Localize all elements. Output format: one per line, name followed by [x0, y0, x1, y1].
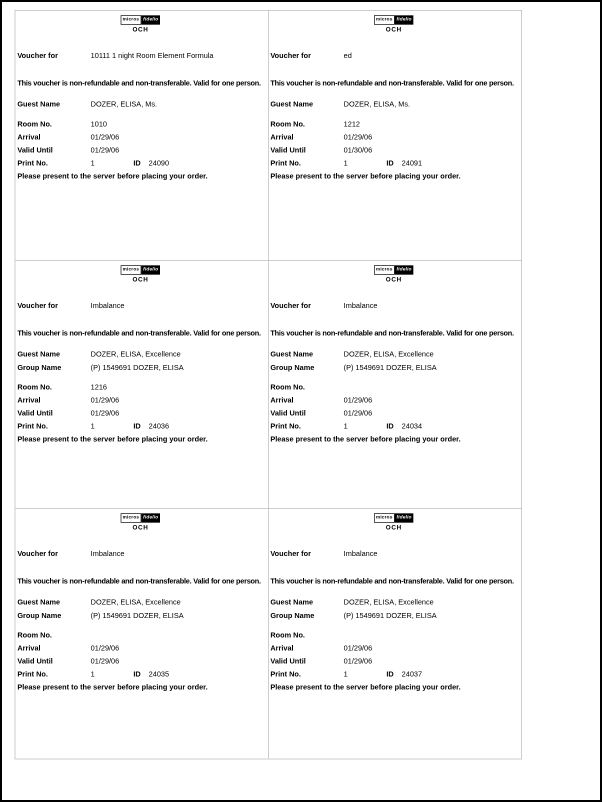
arrival-label: Arrival	[17, 396, 41, 405]
valid-until-row	[17, 655, 263, 668]
print-no-label: Print No.	[17, 422, 48, 431]
voucher-for-row	[17, 548, 263, 561]
guest-name-value: DOZER, ELISA, Excellence	[90, 598, 181, 607]
micros-logo-text: micros	[121, 15, 142, 24]
print-no-label: Print No.	[17, 159, 48, 168]
valid-until-label: Valid Until	[17, 657, 53, 666]
room-no-label: Room No.	[17, 631, 52, 640]
micros-logo-text: micros	[374, 15, 395, 24]
valid-until-label: Valid Until	[17, 409, 53, 418]
print-no-value: 1	[343, 422, 348, 431]
group-name-label: Group Name	[17, 611, 62, 620]
voucher-card	[268, 11, 521, 261]
present-to-server-text: Please present to the server before placing your order.	[17, 435, 208, 444]
guest-name-label: Guest Name	[17, 100, 61, 109]
print-no-value: 1	[90, 422, 95, 431]
terms-text: This voucher is non-refundable and non-transferable. Valid for one person.	[270, 329, 514, 338]
id-label: ID	[386, 159, 394, 168]
group-name-row	[17, 362, 263, 375]
room-no-label: Room No.	[270, 120, 305, 129]
voucher-card	[268, 261, 521, 509]
micros-fidelio-logo	[374, 15, 414, 24]
room-no-label: Room No.	[17, 120, 52, 129]
room-no-row	[17, 118, 263, 131]
voucher-for-label: Voucher for	[270, 52, 311, 61]
group-name-row	[270, 610, 517, 623]
arrival-row	[17, 642, 263, 655]
print-no-label: Print No.	[270, 670, 301, 679]
arrival-value: 01/29/06	[90, 644, 120, 653]
guest-name-value: DOZER, ELISA, Excellence	[343, 598, 434, 607]
print-no-label: Print No.	[270, 159, 301, 168]
arrival-value: 01/29/06	[90, 396, 120, 405]
print-no-row	[17, 157, 263, 170]
guest-name-value: DOZER, ELISA, Ms.	[90, 100, 158, 109]
arrival-label: Arrival	[270, 644, 294, 653]
guest-name-label: Guest Name	[270, 100, 314, 109]
voucher-card	[268, 509, 521, 759]
room-no-label: Room No.	[270, 631, 305, 640]
stay-details	[17, 629, 263, 694]
voucher-for-label: Voucher for	[270, 550, 311, 559]
micros-fidelio-logo	[374, 265, 414, 274]
guest-name-row	[270, 99, 517, 112]
voucher-for-label: Voucher for	[17, 550, 58, 559]
id-value: 24091	[401, 159, 423, 168]
id-value: 24036	[148, 422, 170, 431]
terms-text: This voucher is non-refundable and non-transferable. Valid for one person.	[17, 79, 261, 88]
arrival-label: Arrival	[270, 133, 294, 142]
valid-until-row	[17, 144, 263, 157]
voucher-for-label: Voucher for	[270, 302, 311, 311]
voucher-grid	[15, 10, 522, 759]
arrival-label: Arrival	[17, 644, 41, 653]
property-code: OCH	[132, 524, 149, 532]
print-no-value: 1	[343, 670, 348, 679]
property-code: OCH	[385, 524, 402, 532]
valid-until-row	[17, 407, 263, 420]
voucher-for-value: Imbalance	[90, 550, 125, 559]
micros-logo-text: micros	[121, 513, 142, 522]
valid-until-row	[270, 407, 517, 420]
fidelio-logo-text: fidelio	[141, 513, 160, 522]
valid-until-value: 01/29/06	[90, 146, 120, 155]
guest-name-label: Guest Name	[270, 350, 314, 359]
guest-name-value: DOZER, ELISA, Excellence	[90, 350, 181, 359]
present-to-server-text: Please present to the server before placing your order.	[17, 683, 208, 692]
arrival-row	[270, 642, 517, 655]
guest-name-row	[17, 99, 263, 112]
group-name-label: Group Name	[17, 363, 62, 372]
print-no-label: Print No.	[270, 422, 301, 431]
voucher-for-label: Voucher for	[17, 52, 58, 61]
voucher-card	[15, 11, 268, 261]
guest-name-label: Guest Name	[17, 350, 61, 359]
valid-until-label: Valid Until	[270, 657, 306, 666]
print-no-row	[270, 420, 517, 433]
id-value: 24037	[401, 670, 423, 679]
print-no-value: 1	[90, 670, 95, 679]
voucher-for-row	[17, 50, 263, 63]
terms-text: This voucher is non-refundable and non-transferable. Valid for one person.	[17, 329, 261, 338]
arrival-row	[17, 394, 263, 407]
room-no-row	[17, 629, 263, 642]
micros-fidelio-logo	[121, 265, 161, 274]
voucher-for-row	[17, 300, 263, 313]
brand-logo	[270, 265, 517, 274]
arrival-row	[17, 131, 263, 144]
print-no-row	[17, 420, 263, 433]
brand-logo	[17, 15, 263, 24]
guest-name-row	[17, 349, 263, 362]
voucher-for-value: ed	[343, 52, 352, 61]
voucher-for-row	[270, 50, 517, 63]
print-no-row	[17, 668, 263, 681]
id-label: ID	[133, 159, 141, 168]
voucher-for-value: Imbalance	[343, 302, 378, 311]
voucher-for-label: Voucher for	[17, 302, 58, 311]
present-to-server-text: Please present to the server before placing your order.	[270, 435, 461, 444]
stay-details	[270, 381, 517, 446]
id-label: ID	[133, 422, 141, 431]
valid-until-value: 01/29/06	[90, 409, 120, 418]
arrival-value: 01/29/06	[343, 644, 373, 653]
room-no-row	[270, 118, 517, 131]
present-to-server-text: Please present to the server before placing your order.	[270, 683, 461, 692]
fidelio-logo-text: fidelio	[141, 15, 160, 24]
voucher-card	[15, 509, 268, 759]
room-no-row	[270, 629, 517, 642]
micros-fidelio-logo	[121, 15, 161, 24]
brand-logo	[17, 265, 263, 274]
room-no-value: 1010	[90, 120, 107, 129]
room-no-label: Room No.	[270, 383, 305, 392]
stay-details	[270, 629, 517, 694]
property-code: OCH	[385, 276, 402, 284]
property-code: OCH	[385, 26, 402, 34]
voucher-card	[15, 261, 268, 509]
stay-details	[17, 381, 263, 446]
print-no-value: 1	[90, 159, 95, 168]
guest-name-row	[270, 349, 517, 362]
present-to-server-text: Please present to the server before placing your order.	[17, 172, 208, 181]
brand-logo	[270, 513, 517, 522]
group-name-row	[17, 610, 263, 623]
id-label: ID	[133, 670, 141, 679]
brand-logo	[270, 15, 517, 24]
voucher-for-row	[270, 300, 517, 313]
arrival-value: 01/29/06	[343, 133, 373, 142]
fidelio-logo-text: fidelio	[395, 513, 414, 522]
micros-fidelio-logo	[121, 513, 161, 522]
print-no-row	[270, 668, 517, 681]
print-no-value: 1	[343, 159, 348, 168]
room-no-value: 1216	[90, 383, 107, 392]
guest-name-label: Guest Name	[270, 598, 314, 607]
arrival-label: Arrival	[270, 396, 294, 405]
group-name-value: (P) 1549691 DOZER, ELISA	[90, 363, 184, 372]
voucher-for-row	[270, 548, 517, 561]
valid-until-label: Valid Until	[17, 146, 53, 155]
room-no-row	[270, 381, 517, 394]
group-name-value: (P) 1549691 DOZER, ELISA	[343, 611, 437, 620]
guest-name-value: DOZER, ELISA, Excellence	[343, 350, 434, 359]
group-name-label: Group Name	[270, 363, 315, 372]
print-no-label: Print No.	[17, 670, 48, 679]
voucher-for-value: Imbalance	[343, 550, 378, 559]
valid-until-value: 01/29/06	[90, 657, 120, 666]
arrival-row	[270, 394, 517, 407]
micros-logo-text: micros	[121, 265, 142, 274]
id-label: ID	[386, 422, 394, 431]
stay-details	[270, 118, 517, 183]
brand-logo	[17, 513, 263, 522]
valid-until-row	[270, 655, 517, 668]
valid-until-value: 01/30/06	[343, 146, 373, 155]
fidelio-logo-text: fidelio	[395, 265, 414, 274]
room-no-label: Room No.	[17, 383, 52, 392]
valid-until-label: Valid Until	[270, 409, 306, 418]
guest-name-row	[270, 597, 517, 610]
micros-logo-text: micros	[374, 513, 395, 522]
group-name-label: Group Name	[270, 611, 315, 620]
micros-logo-text: micros	[374, 265, 395, 274]
property-code: OCH	[132, 26, 149, 34]
arrival-value: 01/29/06	[90, 133, 120, 142]
valid-until-label: Valid Until	[270, 146, 306, 155]
terms-text: This voucher is non-refundable and non-transferable. Valid for one person.	[270, 577, 514, 586]
id-value: 24034	[401, 422, 423, 431]
id-value: 24035	[148, 670, 170, 679]
print-no-row	[270, 157, 517, 170]
id-value: 24090	[148, 159, 170, 168]
present-to-server-text: Please present to the server before placing your order.	[270, 172, 461, 181]
terms-text: This voucher is non-refundable and non-transferable. Valid for one person.	[270, 79, 514, 88]
valid-until-value: 01/29/06	[343, 409, 373, 418]
micros-fidelio-logo	[374, 513, 414, 522]
group-name-value: (P) 1549691 DOZER, ELISA	[343, 363, 437, 372]
guest-name-row	[17, 597, 263, 610]
room-no-value: 1212	[343, 120, 360, 129]
voucher-for-value: 10111 1 night Room Element Formula	[90, 52, 214, 61]
group-name-row	[270, 362, 517, 375]
property-code: OCH	[132, 276, 149, 284]
arrival-label: Arrival	[17, 133, 41, 142]
valid-until-value: 01/29/06	[343, 657, 373, 666]
valid-until-row	[270, 144, 517, 157]
guest-name-value: DOZER, ELISA, Ms.	[343, 100, 411, 109]
arrival-value: 01/29/06	[343, 396, 373, 405]
stay-details	[17, 118, 263, 183]
fidelio-logo-text: fidelio	[141, 265, 160, 274]
guest-name-label: Guest Name	[17, 598, 61, 607]
terms-text: This voucher is non-refundable and non-transferable. Valid for one person.	[17, 577, 261, 586]
id-label: ID	[386, 670, 394, 679]
fidelio-logo-text: fidelio	[395, 15, 414, 24]
arrival-row	[270, 131, 517, 144]
voucher-for-value: Imbalance	[90, 302, 125, 311]
room-no-row	[17, 381, 263, 394]
group-name-value: (P) 1549691 DOZER, ELISA	[90, 611, 184, 620]
